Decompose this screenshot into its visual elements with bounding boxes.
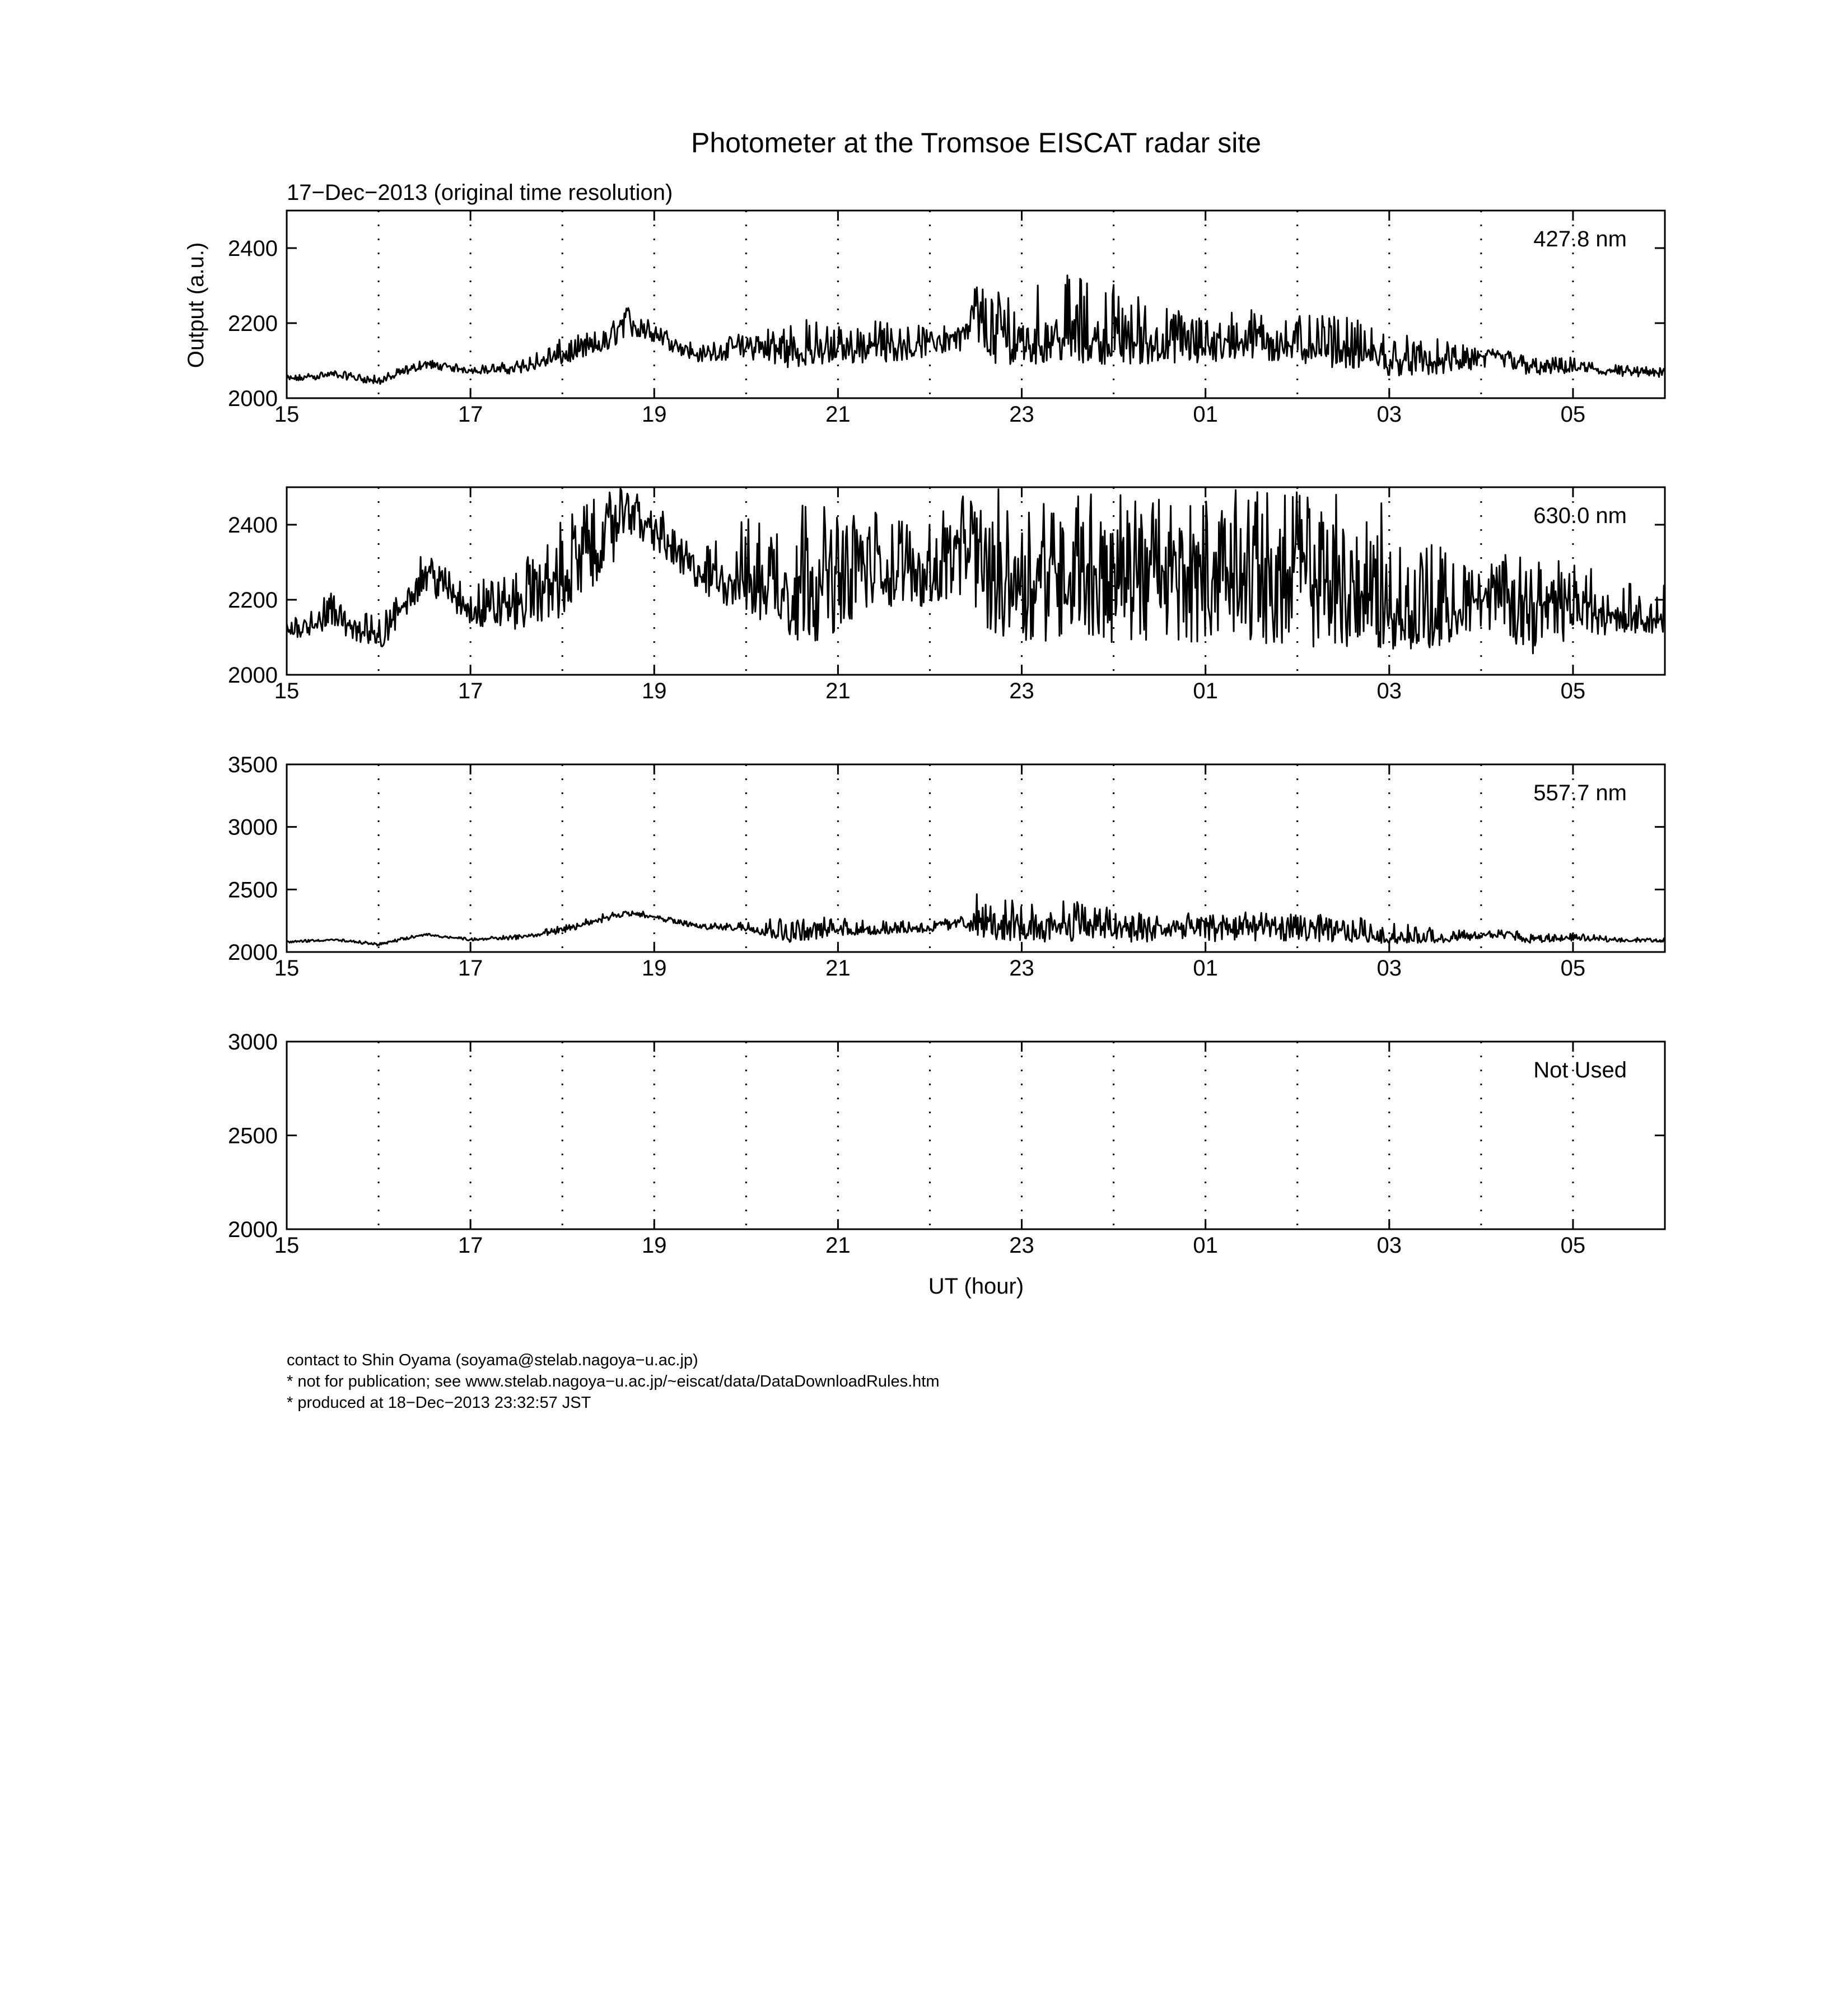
channel-label: 427.8 nm <box>1533 227 1627 251</box>
y-tick-label: 3500 <box>228 753 278 777</box>
x-tick-label: 01 <box>1193 1233 1218 1258</box>
footer-notes <box>287 1350 940 1413</box>
x-tick-label: 23 <box>1009 1233 1034 1258</box>
x-tick-label: 05 <box>1560 956 1586 981</box>
panel-4 <box>228 1030 1665 1258</box>
channel-label: 557.7 nm <box>1533 781 1627 805</box>
y-tick-label: 3000 <box>228 815 278 840</box>
axes-box <box>287 1042 1665 1229</box>
x-tick-label: 15 <box>274 679 300 703</box>
x-tick-label: 19 <box>642 679 667 703</box>
series-line <box>287 894 1665 946</box>
series-line <box>287 489 1665 654</box>
x-tick-label: 15 <box>274 402 300 427</box>
y-tick-label: 2500 <box>228 878 278 903</box>
x-tick-label: 23 <box>1009 956 1034 981</box>
panels <box>228 211 1665 1258</box>
footer-disclaimer: * not for publication; see www.stelab.nagoya−u.ac.jp/~eiscat/data/DataDownloadRules.htm <box>287 1373 940 1390</box>
x-tick-label: 23 <box>1009 679 1034 703</box>
channel-label: Not Used <box>1533 1058 1627 1082</box>
x-tick-label: 03 <box>1376 402 1402 427</box>
x-tick-label: 03 <box>1376 679 1402 703</box>
x-tick-label: 05 <box>1560 402 1586 427</box>
x-tick-label: 01 <box>1193 956 1218 981</box>
x-tick-label: 19 <box>642 1233 667 1258</box>
panel-3 <box>228 753 1665 981</box>
x-tick-label: 17 <box>458 1233 483 1258</box>
y-tick-label: 2000 <box>228 386 278 411</box>
y-tick-label: 2500 <box>228 1123 278 1149</box>
figure-title: Photometer at the Tromsoe EISCAT radar site <box>690 127 1262 158</box>
channel-label: 630.0 nm <box>1533 503 1627 528</box>
x-tick-label: 01 <box>1193 679 1218 703</box>
x-tick-label: 21 <box>825 402 851 427</box>
x-tick-label: 17 <box>458 402 483 427</box>
panel-1 <box>228 211 1665 427</box>
y-axis-label: Output (a.u.) <box>184 242 208 368</box>
figure-subtitle: 17−Dec−2013 (original time resolution) <box>287 180 673 205</box>
x-tick-label: 03 <box>1376 956 1402 981</box>
y-tick-label: 2400 <box>228 236 278 261</box>
panel-2 <box>228 487 1665 703</box>
y-tick-label: 3000 <box>228 1030 278 1054</box>
x-tick-label: 21 <box>825 679 851 703</box>
y-tick-label: 2000 <box>228 663 278 688</box>
x-tick-label: 23 <box>1009 402 1034 427</box>
y-tick-label: 2000 <box>228 1217 278 1242</box>
x-tick-label: 19 <box>642 402 667 427</box>
x-tick-label: 05 <box>1560 679 1586 703</box>
footer-produced: * produced at 18−Dec−2013 23:32:57 JST <box>287 1394 591 1412</box>
x-tick-label: 03 <box>1376 1233 1402 1258</box>
x-tick-label: 01 <box>1193 402 1218 427</box>
y-tick-label: 2400 <box>228 513 278 538</box>
x-tick-label: 05 <box>1560 1233 1586 1258</box>
y-tick-label: 2200 <box>228 311 278 336</box>
x-tick-label: 17 <box>458 679 483 703</box>
footer-contact: contact to Shin Oyama (soyama@stelab.nagoya−u.ac.jp) <box>287 1351 698 1369</box>
y-tick-label: 2200 <box>228 588 278 613</box>
x-tick-label: 17 <box>458 956 483 981</box>
series-line <box>287 276 1665 384</box>
x-tick-label: 21 <box>825 1233 851 1258</box>
y-tick-label: 2000 <box>228 940 278 965</box>
x-tick-label: 19 <box>642 956 667 981</box>
x-axis-label: UT (hour) <box>928 1274 1024 1299</box>
x-tick-label: 15 <box>274 956 300 981</box>
x-tick-label: 21 <box>825 956 851 981</box>
x-tick-label: 15 <box>274 1233 300 1258</box>
